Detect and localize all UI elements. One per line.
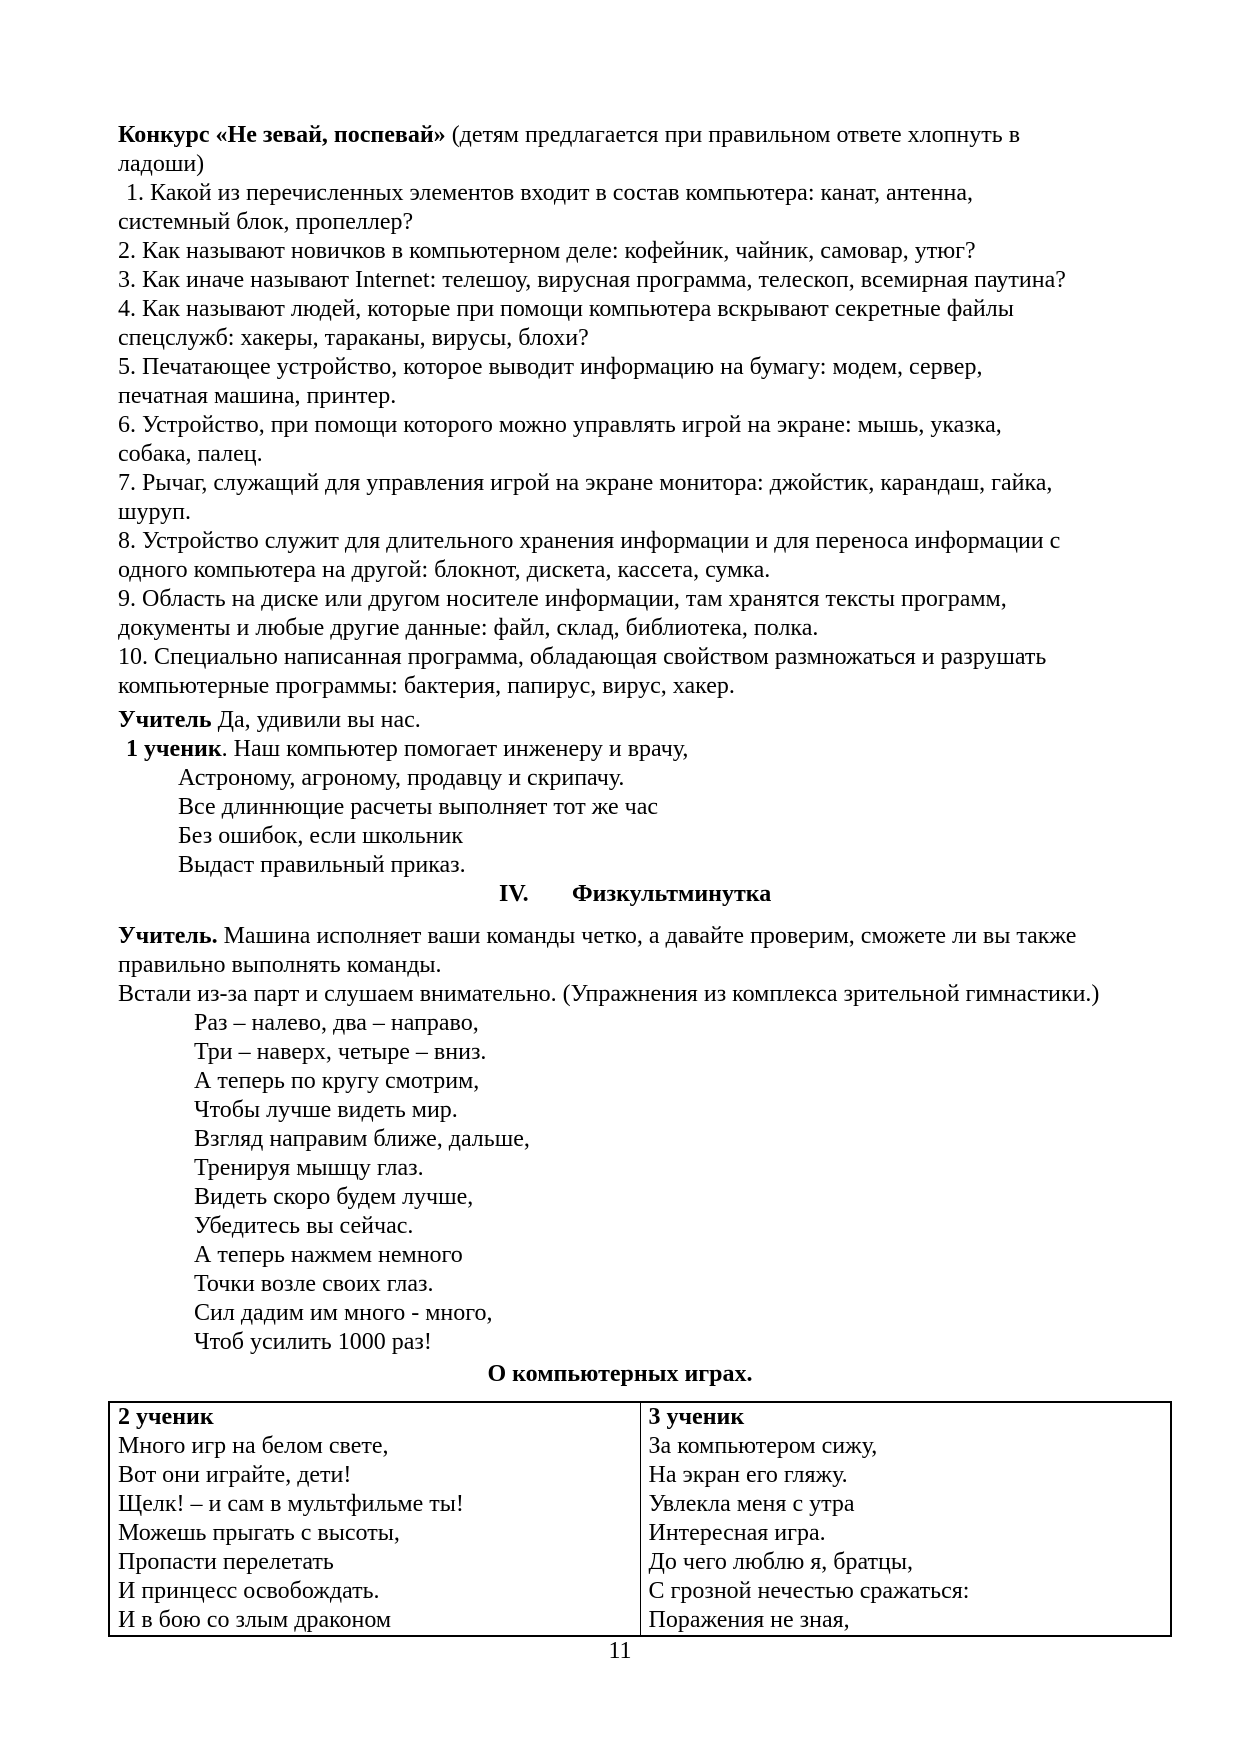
contest-title: Конкурс «Не зевай, поспевай»	[118, 122, 446, 148]
text-line: С грозной нечестью сражаться:	[648, 1578, 970, 1604]
text-line: Интересная игра.	[648, 1520, 826, 1546]
text-line: 2. Как называют новичков в компьютерном деле: кофейник, чайник, самовар, утюг?	[118, 238, 976, 264]
left-column	[109, 1402, 640, 1636]
text-line: 4. Как называют людей, которые при помощи компьютера вскрывают секретные файлы	[118, 296, 1014, 322]
column-header: 2 ученик	[118, 1404, 214, 1430]
text-line: Пропасти перелетать	[118, 1549, 334, 1575]
text-line: 7. Рычаг, служащий для управления игрой на экране монитора: джойстик, карандаш, гайка,	[118, 470, 1053, 496]
text-line: Без ошибок, если школьник	[178, 823, 463, 849]
text-line: 6. Устройство, при помощи которого можно управлять игрой на экране: мышь, указка,	[118, 412, 1002, 438]
text-line: 5. Печатающее устройство, которое выводит информацию на бумагу: модем, сервер,	[118, 354, 983, 380]
text-line: ладоши)	[118, 151, 205, 177]
teacher-line	[118, 922, 1099, 951]
text-line: собака, палец.	[118, 441, 263, 467]
teacher-text: правильно выполнять команды.	[118, 952, 442, 978]
text-line: А теперь по кругу смотрим,	[194, 1068, 480, 1094]
teacher-text: Встали из-за парт и слушаем внимательно. (Упражнения из комплекса зрительной гимнастики.)	[118, 981, 1100, 1007]
section-number: IV.	[499, 881, 529, 907]
student1-text: . Наш компьютер помогает инженеру и врачу,	[221, 736, 689, 762]
text-line: компьютерные программы: бактерия, папирус, вирус, хакер.	[118, 673, 735, 699]
text-line: Много игр на белом свете,	[118, 1433, 389, 1459]
text-line: печатная машина, принтер.	[118, 383, 397, 409]
text-line: Все длиннющие расчеты выполняет тот же час	[178, 794, 659, 820]
text-line: 3. Как иначе называют Internet: телешоу, вирусная программа, телескоп, всемирная паутина?	[118, 267, 1066, 293]
contest-section	[118, 121, 1066, 701]
teacher-text: Да, удивили вы нас.	[211, 707, 421, 733]
text-line: спецслужб: хакеры, тараканы, вирусы, блохи?	[118, 325, 589, 351]
text-line: Можешь прыгать с высоты,	[118, 1520, 400, 1546]
teacher-text: Машина исполняет ваши команды четко, а давайте проверим, сможете ли вы также	[217, 923, 1077, 949]
text-line: Три – наверх, четыре – вниз.	[194, 1039, 487, 1065]
text-line: 1. Какой из перечисленных элементов входит в состав компьютера: канат, антенна,	[126, 180, 973, 206]
text-line: Раз – налево, два – направо,	[194, 1010, 479, 1036]
section-heading	[0, 880, 1240, 909]
text-line: Чтобы лучше видеть мир.	[194, 1097, 458, 1123]
games-title: О компьютерных играх.	[487, 1361, 753, 1387]
text-line: И принцесс освобождать.	[118, 1578, 380, 1604]
text-line: одного компьютера на другой: блокнот, дискета, кассета, сумка.	[118, 557, 771, 583]
text-line: системный блок, пропеллер?	[118, 209, 414, 235]
text-line: Убедитесь вы сейчас.	[194, 1213, 414, 1239]
text-line: 10. Специально написанная программа, обладающая свойством размножаться и разрушать	[118, 644, 1047, 670]
text-line: Тренируя мышцу глаз.	[194, 1155, 424, 1181]
teacher-instructions	[118, 922, 1099, 1357]
text-line: Вот они играйте, дети!	[118, 1462, 352, 1488]
teacher-line	[118, 706, 688, 735]
text-line: Поражения не зная,	[648, 1607, 850, 1633]
text-line: Чтоб усилить 1000 раз!	[194, 1329, 432, 1355]
text-line: шуруп.	[118, 499, 192, 525]
right-column	[640, 1402, 1171, 1636]
text-line: На экран его гляжу.	[648, 1462, 848, 1488]
text-line: Щелк! – и сам в мультфильме ты!	[118, 1491, 464, 1517]
exercise-poem	[118, 1009, 1099, 1357]
section-title: Физкультминутка	[572, 881, 772, 907]
text-line: И в бою со злым драконом	[118, 1607, 392, 1633]
contest-title-line	[118, 121, 1066, 150]
text-line: А теперь нажмем немного	[194, 1242, 463, 1268]
text-line: документы и любые другие данные: файл, склад, библиотека, полка.	[118, 615, 819, 641]
text-line: 8. Устройство служит для длительного хранения информации и для переноса информации с	[118, 528, 1061, 554]
text-line: Выдаст правильный приказ.	[178, 852, 466, 878]
text-line: Точки возле своих глаз.	[194, 1271, 434, 1297]
student1-line	[118, 735, 688, 764]
contest-instructions: (детям предлагается при правильном ответе хлопнуть в	[445, 122, 1021, 148]
text-line: Сил дадим им много - много,	[194, 1300, 493, 1326]
text-line: Астроному, агроному, продавцу и скрипачу.	[178, 765, 625, 791]
speaker-label: Учитель.	[118, 923, 218, 949]
text-line: Взгляд направим ближе, дальше,	[194, 1126, 530, 1152]
speaker-label: 1 ученик	[126, 736, 222, 762]
page-number: 11	[608, 1638, 632, 1664]
column-header: 3 ученик	[648, 1404, 745, 1430]
speaker-label: Учитель	[118, 707, 212, 733]
text-line: 9. Область на диске или другом носителе информации, там хранятся тексты программ,	[118, 586, 1007, 612]
student1-poem	[118, 764, 688, 880]
poem-table	[108, 1401, 1172, 1637]
text-line: За компьютером сижу,	[648, 1433, 878, 1459]
contest-questions	[118, 150, 1066, 701]
text-line: До чего люблю я, братцы,	[648, 1549, 914, 1575]
dialogue-section	[118, 706, 688, 880]
text-line: Видеть скоро будем лучше,	[194, 1184, 474, 1210]
text-line: Увлекла меня с утра	[648, 1491, 855, 1517]
